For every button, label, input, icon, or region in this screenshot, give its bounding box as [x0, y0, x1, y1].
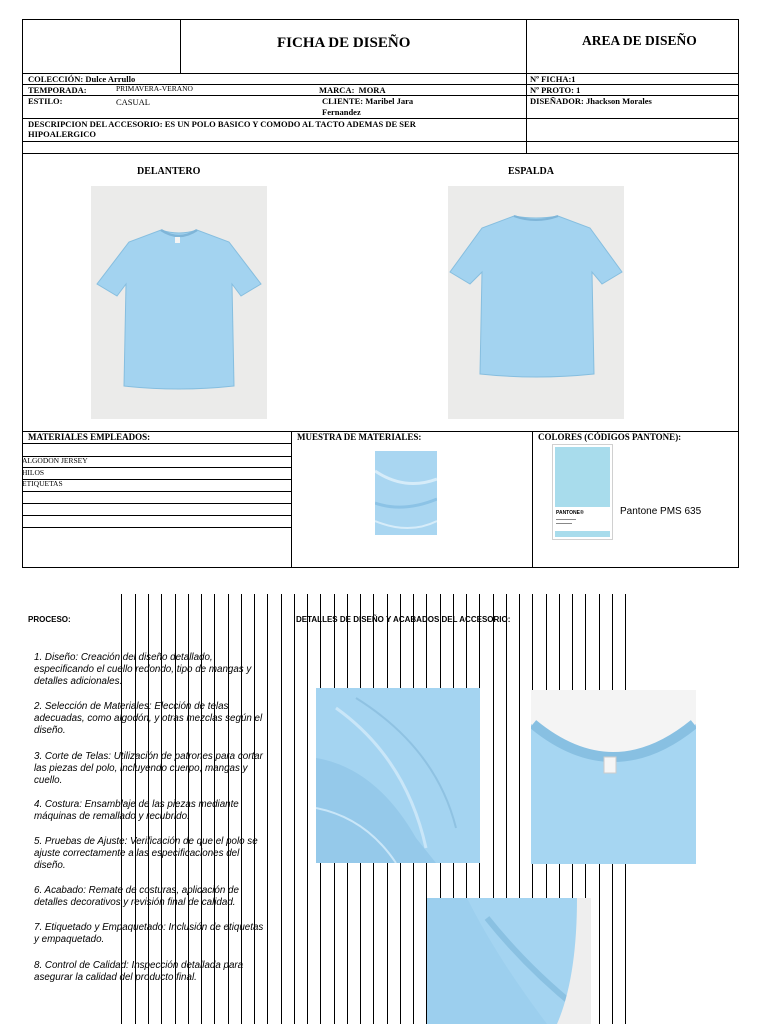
material-item: ALGODON JERSEY — [22, 456, 88, 465]
cliente-label — [322, 97, 413, 106]
process-step: 4. Costura: Ensamblaje de las piezas mediante máquinas de remallado y recubrido. — [34, 799, 239, 823]
hem-detail-image — [316, 688, 480, 863]
pantone-brand: PANTONE® — [556, 510, 584, 516]
descripcion-line-2: HIPOALERGICO — [28, 129, 97, 139]
front-view-label: DELANTERO — [137, 166, 201, 177]
proto-number: Nº PROTO: 1 — [530, 85, 581, 95]
pantone-color-chip — [555, 447, 610, 507]
materials-heading: MATERIALES EMPLEADOS: — [28, 432, 151, 442]
coleccion-label — [28, 75, 135, 84]
ficha-number: Nº FICHA:1 — [530, 74, 576, 84]
back-view-label: ESPALDA — [508, 166, 554, 177]
process-step: 8. Control de Calidad: Inspección detallada para asegurar la calidad del producto final. — [34, 960, 244, 984]
pantone-bottom-band — [555, 531, 610, 537]
page-title: FICHA DE DISEÑO — [277, 35, 411, 51]
coleccion-value: Dulce Arrullo — [85, 74, 136, 84]
estilo-value: CASUAL — [116, 97, 151, 107]
fabric-sample-image — [375, 451, 437, 535]
temporada-value: PRIMAVERA-VERANO — [116, 84, 193, 93]
sleeve-detail-image — [427, 898, 591, 1024]
cliente-value-2: Fernandez — [322, 107, 361, 117]
marca-label — [319, 86, 386, 95]
pantone-swatch — [552, 444, 613, 540]
estilo-label: ESTILO: — [28, 96, 63, 106]
coleccion-label-text: COLECCIÓN: — [28, 74, 84, 84]
sample-heading: MUESTRA DE MATERIALES: — [297, 432, 422, 442]
material-item: ETIQUETAS — [22, 479, 63, 488]
material-item: HILOS — [22, 468, 45, 477]
temporada-label: TEMPORADA: — [28, 85, 87, 95]
cliente-label-text: CLIENTE: — [322, 96, 364, 106]
process-heading: PROCESO: — [28, 615, 71, 624]
marca-label-text: MARCA: — [319, 85, 355, 95]
disenador-value: Jhackson Morales — [585, 96, 652, 106]
details-heading: DETALLES DE DISEÑO Y ACABADOS DEL ACCESORIO: — [296, 615, 511, 624]
disenador-label-text: DISEÑADOR: — [530, 96, 584, 106]
pantone-code: Pantone PMS 635 — [620, 506, 702, 517]
process-step: 7. Etiquetado y Empaquetado: Inclusión de etiquetas y empaquetado. — [34, 922, 264, 946]
process-step: 5. Pruebas de Ajuste: Verificación de que el polo se ajuste correctamente a las especificaciones del diseño. — [34, 836, 258, 872]
front-shirt-image — [91, 186, 267, 419]
collar-detail-image — [531, 690, 696, 864]
process-step: 6. Acabado: Remate de costuras, aplicación de detalles decorativos y revisión final de calidad. — [34, 885, 239, 909]
colors-heading: COLORES (CÓDIGOS PANTONE): — [538, 432, 682, 442]
back-shirt-image — [448, 186, 624, 419]
process-step: 2. Selección de Materiales: Elección de telas adecuadas, como algodón, y otras mezclas según el diseño. — [34, 701, 263, 737]
disenador-label — [530, 97, 652, 106]
area-title: AREA DE DISEÑO — [582, 33, 697, 48]
descripcion-line-1: DESCRIPCION DEL ACCESORIO: ES UN POLO BASICO Y COMODO AL TACTO ADEMAS DE SER — [28, 119, 416, 129]
cliente-value: Maribel Jara — [365, 96, 414, 106]
process-step: 3. Corte de Telas: Utilización de patrones para cortar las piezas del polo, incluyendo cuerpo, mangas y cuello. — [34, 751, 263, 787]
marca-value: MORA — [358, 85, 386, 95]
process-step: 1. Diseño: Creación del diseño detallado, especificando el cuello redondo, tipo de mangas y detalles adicionales. — [34, 652, 252, 688]
